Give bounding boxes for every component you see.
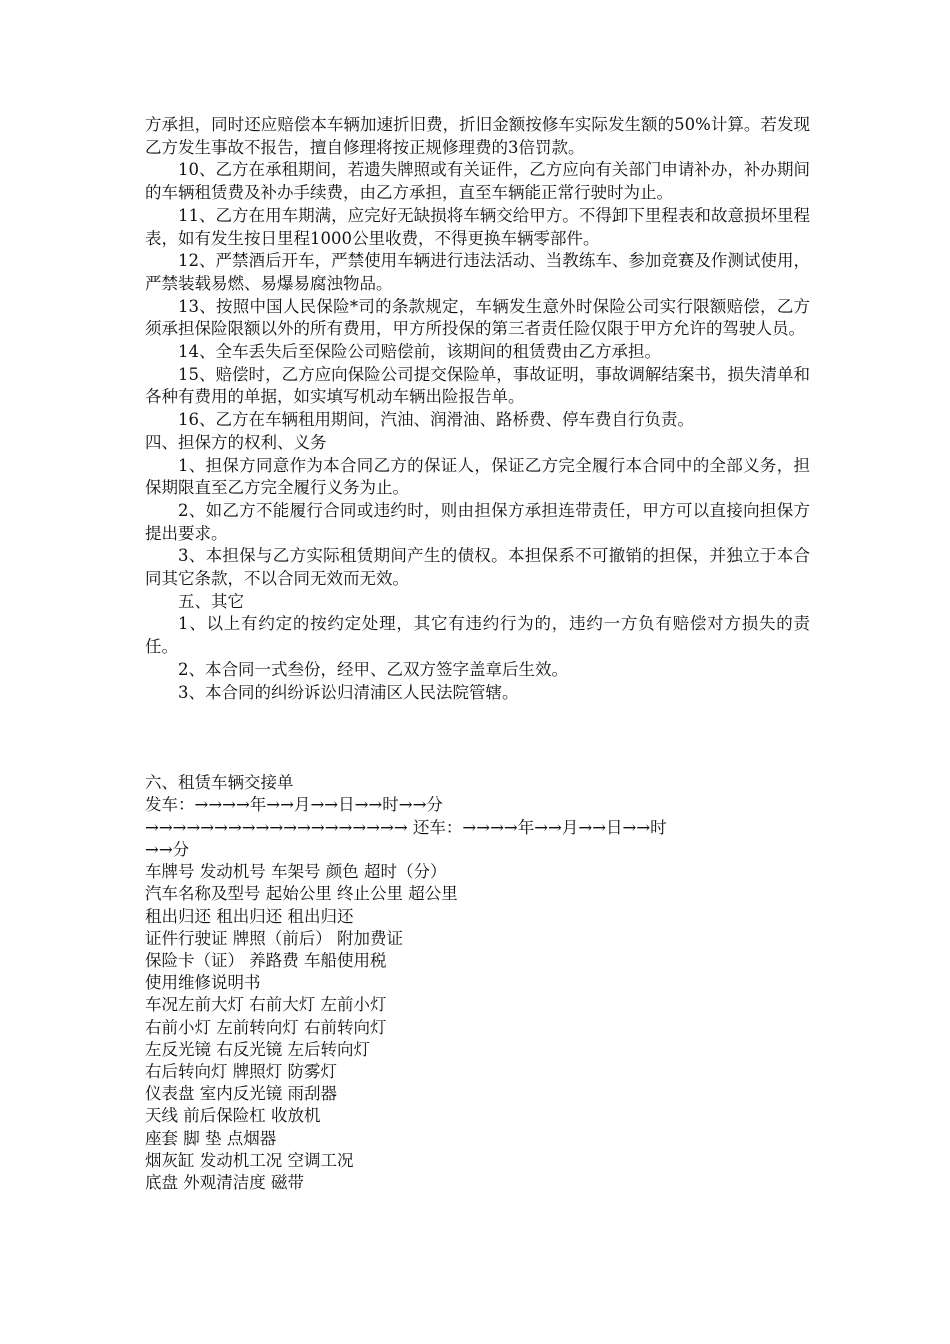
guarantor-clause-2: 2、如乙方不能履行合同或违约时，则由担保方承担连带责任，甲方可以直接向担保方提出要求。 — [145, 500, 810, 543]
clause-14: 14、全车丢失后至保险公司赔偿前，该期间的租赁费由乙方承担。 — [178, 342, 661, 362]
section-5-title: 五、其它 — [178, 591, 244, 611]
handover-item-line: 租出归还 租出归还 租出归还 — [145, 906, 354, 926]
handover-item-line: 底盘 外观清洁度 磁带 — [145, 1172, 304, 1192]
handover-item-line: 天线 前后保险杠 收放机 — [145, 1106, 321, 1126]
handover-item-line: 车况左前大灯 右前大灯 左前小灯 — [145, 995, 387, 1015]
clause-9-continuation: 方承担，同时还应赔偿本车辆加速折旧费，折旧金额按修车实际发生额的50%计算。若发现乙方发生事故不报告，擅自修理将按正规修理费的3倍罚款。 — [145, 115, 810, 157]
departure-time-line: 发车：→→→→年→→月→→日→→时→→分 — [145, 795, 443, 815]
return-time-line: →→→→→→→→→→→→→→→→→→→ 还车：→→→→年→→月→→日→→时 — [145, 817, 667, 837]
clause-10: 10、乙方在承租期间，若遗失牌照或有关证件，乙方应向有关部门申请补办，补办期间的车辆租赁费及补办手续费，由乙方承担，直至车辆能正常行驶时为止。 — [145, 160, 810, 203]
other-clause-2: 2、本合同一式叁份，经甲、乙双方签字盖章后生效。 — [178, 659, 568, 679]
clause-15: 15、赔偿时，乙方应向保险公司提交保险单，事故证明，事故调解结案书，损失清单和各种有费用的单据，如实填写机动车辆出险报告单。 — [145, 364, 810, 407]
handover-item-line: 保险卡（证） 养路费 车船使用税 — [145, 950, 387, 970]
clause-13: 13、按照中国人民保险*司的条款规定，车辆发生意外时保险公司实行限额赔偿，乙方须承担保险限额以外的所有费用，甲方所投保的第三者责任险仅限于甲方允许的驾驶人员。 — [145, 296, 810, 339]
section-6-title: 六、租赁车辆交接单 — [145, 773, 294, 793]
handover-form — [145, 772, 810, 1194]
handover-item-line: 烟灰缸 发动机工况 空调工况 — [145, 1150, 354, 1170]
guarantor-clause-1: 1、担保方同意作为本合同乙方的保证人，保证乙方完全履行本合同中的全部义务，担保期限直至乙方完全履行义务为止。 — [145, 455, 810, 498]
section-4-title: 四、担保方的权利、义务 — [145, 432, 327, 452]
handover-item-line: 右后转向灯 牌照灯 防雾灯 — [145, 1061, 337, 1081]
handover-item-line: 车牌号 发动机号 车架号 颜色 超时（分） — [145, 862, 447, 882]
clause-12: 12、严禁酒后开车，严禁使用车辆进行违法活动、当教练车、参加竞赛及作测试使用，严禁装载易燃、易爆易腐浊物品。 — [145, 251, 810, 293]
clause-11: 11、乙方在用车期满，应完好无缺损将车辆交给甲方。不得卸下里程表和故意损坏里程表，如有发生按日里程1000公里收费，不得更换车辆零部件。 — [145, 205, 810, 248]
section-gap — [145, 704, 810, 772]
handover-item-line: 左反光镜 右反光镜 左后转向灯 — [145, 1039, 370, 1059]
handover-item-line: 仪表盘 室内反光镜 雨刮器 — [145, 1084, 337, 1104]
guarantor-clause-3: 3、本担保与乙方实际租赁期间产生的债权。本担保系不可撤销的担保，并独立于本合同其它条款，不以合同无效而无效。 — [145, 546, 810, 589]
contract-page — [145, 114, 810, 1194]
handover-item-line: 座套 脚 垫 点烟器 — [145, 1128, 277, 1148]
handover-item-line: 使用维修说明书 — [145, 973, 261, 993]
other-clause-3: 3、本合同的纠纷诉讼归清浦区人民法院管辖。 — [178, 682, 519, 702]
other-clause-1: 1、以上有约定的按约定处理，其它有违约行为的，违约一方负有赔偿对方损失的责任。 — [145, 614, 810, 657]
handover-item-line: 证件行驶证 牌照（前后） 附加费证 — [145, 928, 403, 948]
clause-16: 16、乙方在车辆租用期间，汽油、润滑油、路桥费、停车费自行负责。 — [178, 410, 694, 430]
handover-item-line: 右前小灯 左前转向灯 右前转向灯 — [145, 1017, 387, 1037]
return-minute-line: →→分 — [145, 839, 190, 859]
handover-item-line: 汽车名称及型号 起始公里 终止公里 超公里 — [145, 884, 458, 904]
